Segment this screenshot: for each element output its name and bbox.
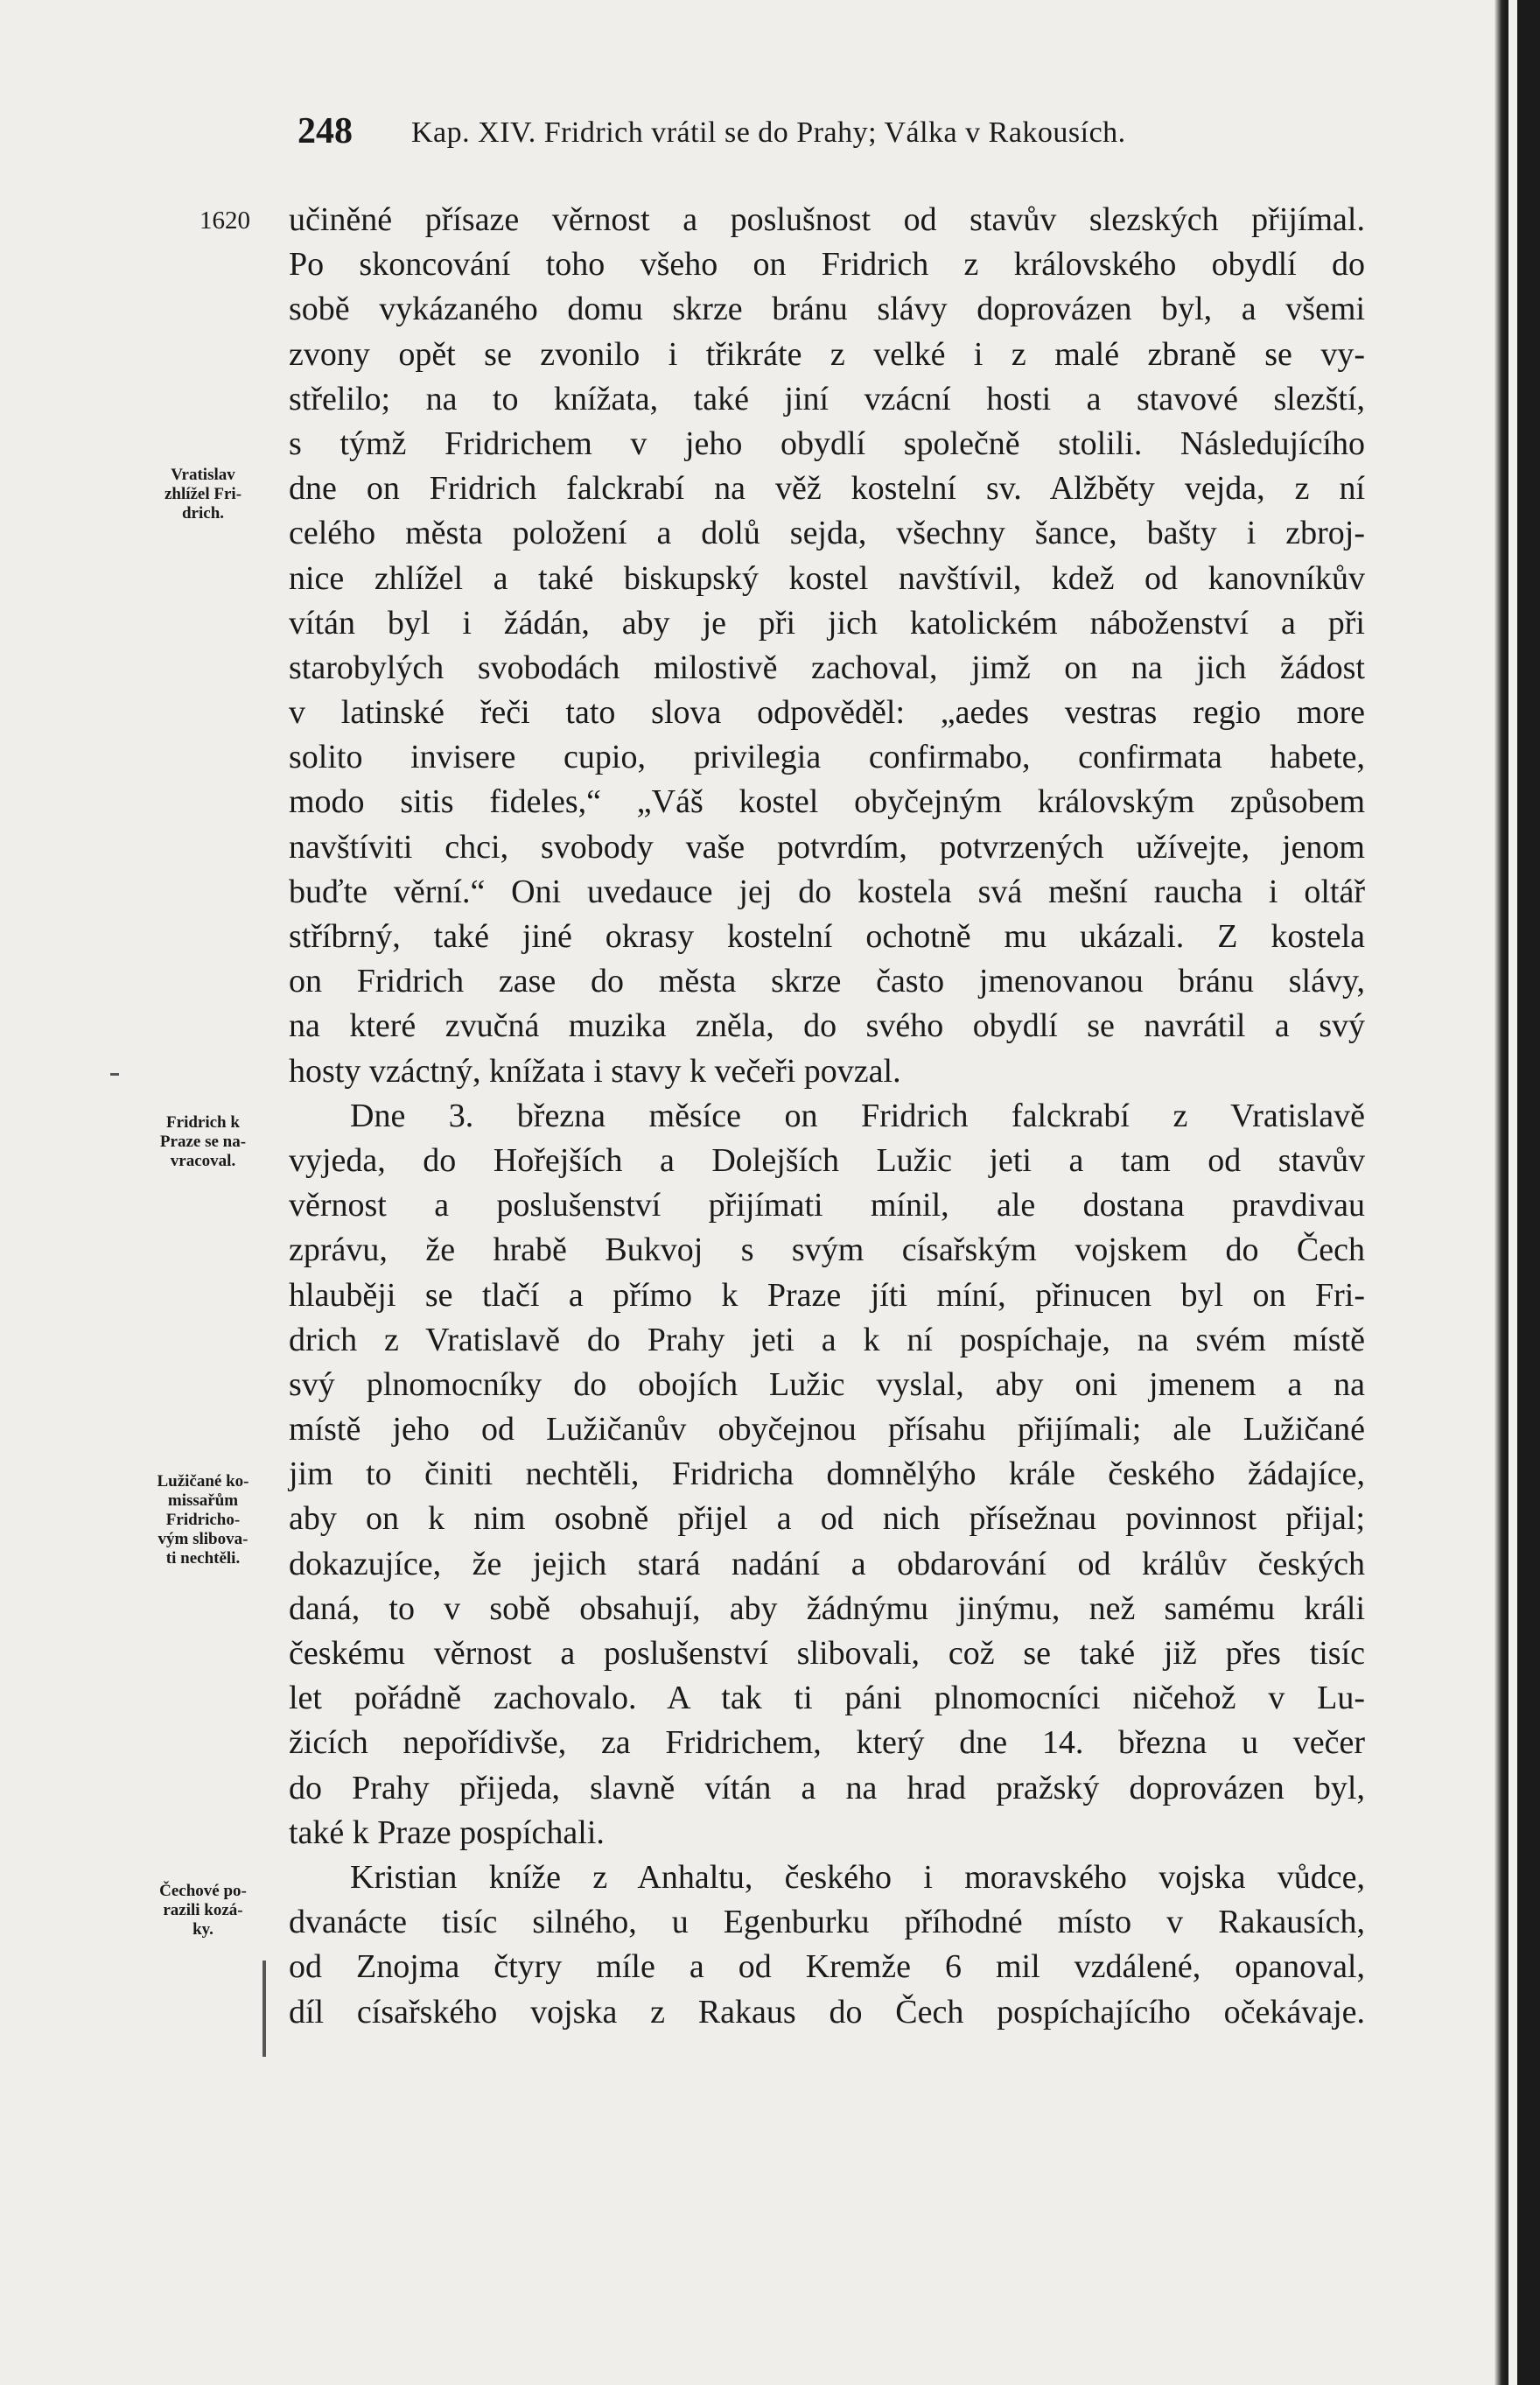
margin-note-line: ti nechtěli. [165, 1549, 241, 1568]
running-head: Kap. XIV. Fridrich vrátil se do Prahy; Válka v Rakousích. [411, 116, 1126, 149]
text-line: buďte věrní.“ Oni uvedauce jej do kostela svá mešní raucha i oltář [289, 873, 1365, 910]
text-line: navštíviti chci, svobody vaše potvrdím, potvrzených užívejte, jenom [289, 828, 1365, 866]
text-line: střelilo; na to knížata, také jiní vzácní hosti a stavové slezští, [289, 380, 1365, 417]
text-line: Po skoncování toho všeho on Fridrich z královského obydlí do [289, 246, 1365, 284]
margin-note-line: vracoval. [170, 1152, 236, 1170]
text-line: aby on k nim osobně přijel a od nich přísežnau povinnost přijal; [289, 1500, 1365, 1538]
text-line: od Znojma čtyry míle a od Kremže 6 mil vzdálené, opanoval, [289, 1948, 1365, 1986]
margin-note-line: Fridricho- [165, 1511, 241, 1529]
text-line: dokazujíce, že jejich stará nadání a obdarování od králův českých [289, 1545, 1365, 1582]
text-line: on Fridrich zase do města skrze často jmenovanou bránu slávy, [289, 963, 1365, 1000]
text-line: jim to činiti nechtěli, Fridricha domnělýho krále českého žádajíce, [289, 1456, 1365, 1493]
text-line: s týmž Fridrichem v jeho obydlí společně stolili. Následujícího [289, 424, 1365, 462]
page-header [298, 105, 1382, 158]
text-line: dvanácte tisíc silného, u Egenburku příhodné místo v Rakausích, [289, 1904, 1365, 1941]
text-line: Dne 3. března měsíce on Fridrich falckrabí z Vratislavě [350, 1097, 1365, 1134]
page-binding-edge [1494, 0, 1540, 2385]
text-line: zprávu, že hrabě Bukvoj s svým císařským vojskem do Čech [289, 1231, 1365, 1269]
text-line: hosty vzáctný, knížata i stavy k večeři povzal. [289, 1052, 901, 1090]
page-number: 248 [298, 111, 353, 151]
text-line: vyjeda, do Hořejších a Dolejších Lužic jeti a tam od stavův [289, 1141, 1365, 1179]
text-line: drich z Vratislavě do Prahy jeti a k ní pospíchaje, na svém místě [289, 1321, 1365, 1358]
margin-note-line: missařům [167, 1491, 239, 1510]
margin-rule-mark [262, 1961, 266, 2057]
page-binding-edge-highlight [1508, 0, 1517, 2385]
text-line: zvony opět se zvonilo i třikráte z velké i z malé zbraně se vy- [289, 335, 1365, 373]
margin-note-line: Čechové po- [159, 1882, 247, 1900]
margin-note-luzicane [133, 1472, 273, 1568]
margin-year: 1620 [200, 207, 250, 235]
text-line: v latinské řeči tato slova odpověděl: „aedes vestras regio more [289, 694, 1365, 732]
text-line: nice zhlížel a také biskupský kostel navštívil, kdež od kanovníkův [289, 559, 1365, 597]
margin-note-line: Lužičané ko- [157, 1472, 249, 1491]
text-line: solito invisere cupio, privilegia confirmabo, confirmata habete, [289, 739, 1365, 776]
text-line: hlauběji se tlačí a přímo k Praze jíti míní, přinucen byl on Fri- [289, 1276, 1365, 1314]
text-line: let pořádně zachovalo. A tak ti páni plnomocníci ničehož v Lu- [289, 1680, 1365, 1717]
text-line: do Prahy přijeda, slavně vítán a na hrad pražský doprovázen byl, [289, 1769, 1365, 1806]
margin-note-line: Fridrich k [166, 1113, 240, 1132]
text-line: Kristian kníže z Anhaltu, českého i moravského vojska vůdce, [350, 1858, 1365, 1896]
margin-note-line: razili kozá- [163, 1901, 243, 1919]
margin-note-line: Vratislav [171, 466, 235, 484]
margin-note-line: ky. [192, 1920, 214, 1939]
text-line: vítán byl i žádán, aby je při jich katolickém náboženství a při [289, 604, 1365, 642]
body-text [289, 198, 1365, 2035]
text-line: celého města položení a dolů sejda, všechny šance, bašty i zbroj- [289, 515, 1365, 552]
margin-dash-mark [110, 1073, 119, 1076]
text-line: svý plnomocníky do obojích Lužic vyslal, aby oni jmenem a na [289, 1365, 1365, 1403]
text-line: místě jeho od Lužičanův obyčejnou přísahu přijímali; ale Lužičané [289, 1411, 1365, 1449]
text-line: také k Praze pospíchali. [289, 1813, 605, 1851]
text-line: starobylých svobodách milostivě zachoval, jimž on na jich žádost [289, 649, 1365, 686]
text-line: českému věrnost a poslušenství slibovali, což se také již přes tisíc [289, 1635, 1365, 1672]
text-line: modo sitis fideles,“ „Váš kostel obyčejným královským způsobem [289, 783, 1365, 821]
margin-note-line: drich. [181, 504, 225, 523]
margin-note-cechove [133, 1882, 273, 1940]
text-line: stříbrný, také jiné okrasy kostelní ochotně mu ukázali. Z kostela [289, 918, 1365, 955]
text-line: věrnost a poslušenství přijímati mínil, ale dostana pravdivau [289, 1187, 1365, 1224]
margin-note-line: Praze se na- [159, 1133, 247, 1151]
margin-note-vratislav [133, 466, 273, 523]
text-line: žicích nepořídivše, za Fridrichem, který dne 14. března u večer [289, 1724, 1365, 1762]
text-line: dne on Fridrich falckrabí na věž kostelní sv. Alžběty vejda, z ní [289, 470, 1365, 508]
text-line: díl císařského vojska z Rakaus do Čech pospíchajícího očekávaje. [289, 1993, 1365, 2031]
text-line: daná, to v sobě obsahují, aby žádnýmu jinýmu, než samému králi [289, 1589, 1365, 1627]
margin-note-fridrich-k-praze [133, 1113, 273, 1171]
text-line: sobě vykázaného domu skrze bránu slávy doprovázen byl, a všemi [289, 291, 1365, 328]
text-line: na které zvučná muzika zněla, do svého obydlí se navrátil a svý [289, 1007, 1365, 1045]
margin-note-line: zhlížel Fri- [164, 485, 242, 503]
margin-note-line: vým slibova- [158, 1530, 248, 1548]
text-line: učiněné přísaze věrnost a poslušnost od stavův slezských přijímal. [289, 201, 1365, 238]
